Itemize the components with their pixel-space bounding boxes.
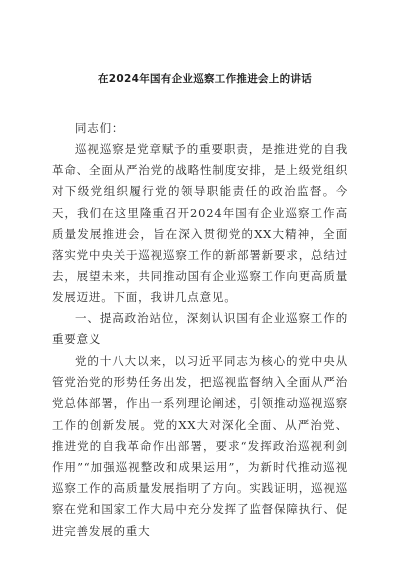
body-paragraph-intro: 巡视巡察是党章赋予的重要职责，是推进党的自我革命、全面从严治党的战略性制度安排，是上级党组织对下级党组织履行党的领导职能责任的政治监督。今天，我们在这里隆重召开2024年国有企业巡察工作高质量发展推进会，旨在深入贯彻党的XX大精神，全面落实党中央关于巡视巡察工作的新部署新要求，总结过去，展望未来，共同推动国有企业巡察工作向更高质量发展迈进。下面，我讲几点意见。 [52,142,348,305]
section-heading-1: 一、提高政治站位，深刻认识国有企业巡察工作的重要意义 [52,311,348,347]
body-paragraph-section-1: 党的十八大以来，以习近平同志为核心的党中央从管党治党的形势任务出发，把巡视监督纳入全面从严治党总体部署，作出一系列理论阐述，引领推动巡视巡察工作的创新发展。党的XX大对深化全面、从严治党、推进党的自我革命作出部署，要求“发挥政治巡视利剑作用”“加强巡视整改和成果运用”，为新时代推动巡视巡察工作的高质量发展指明了方向。实践证明，巡视巡察在党和国家工作大局中充分发挥了监督保障执行、促进完善发展的重大 [52,354,348,538]
document-title: 在2024年国有企业巡察工作推进会上的讲话 [97,73,313,85]
salutation: 同志们： [75,121,125,135]
